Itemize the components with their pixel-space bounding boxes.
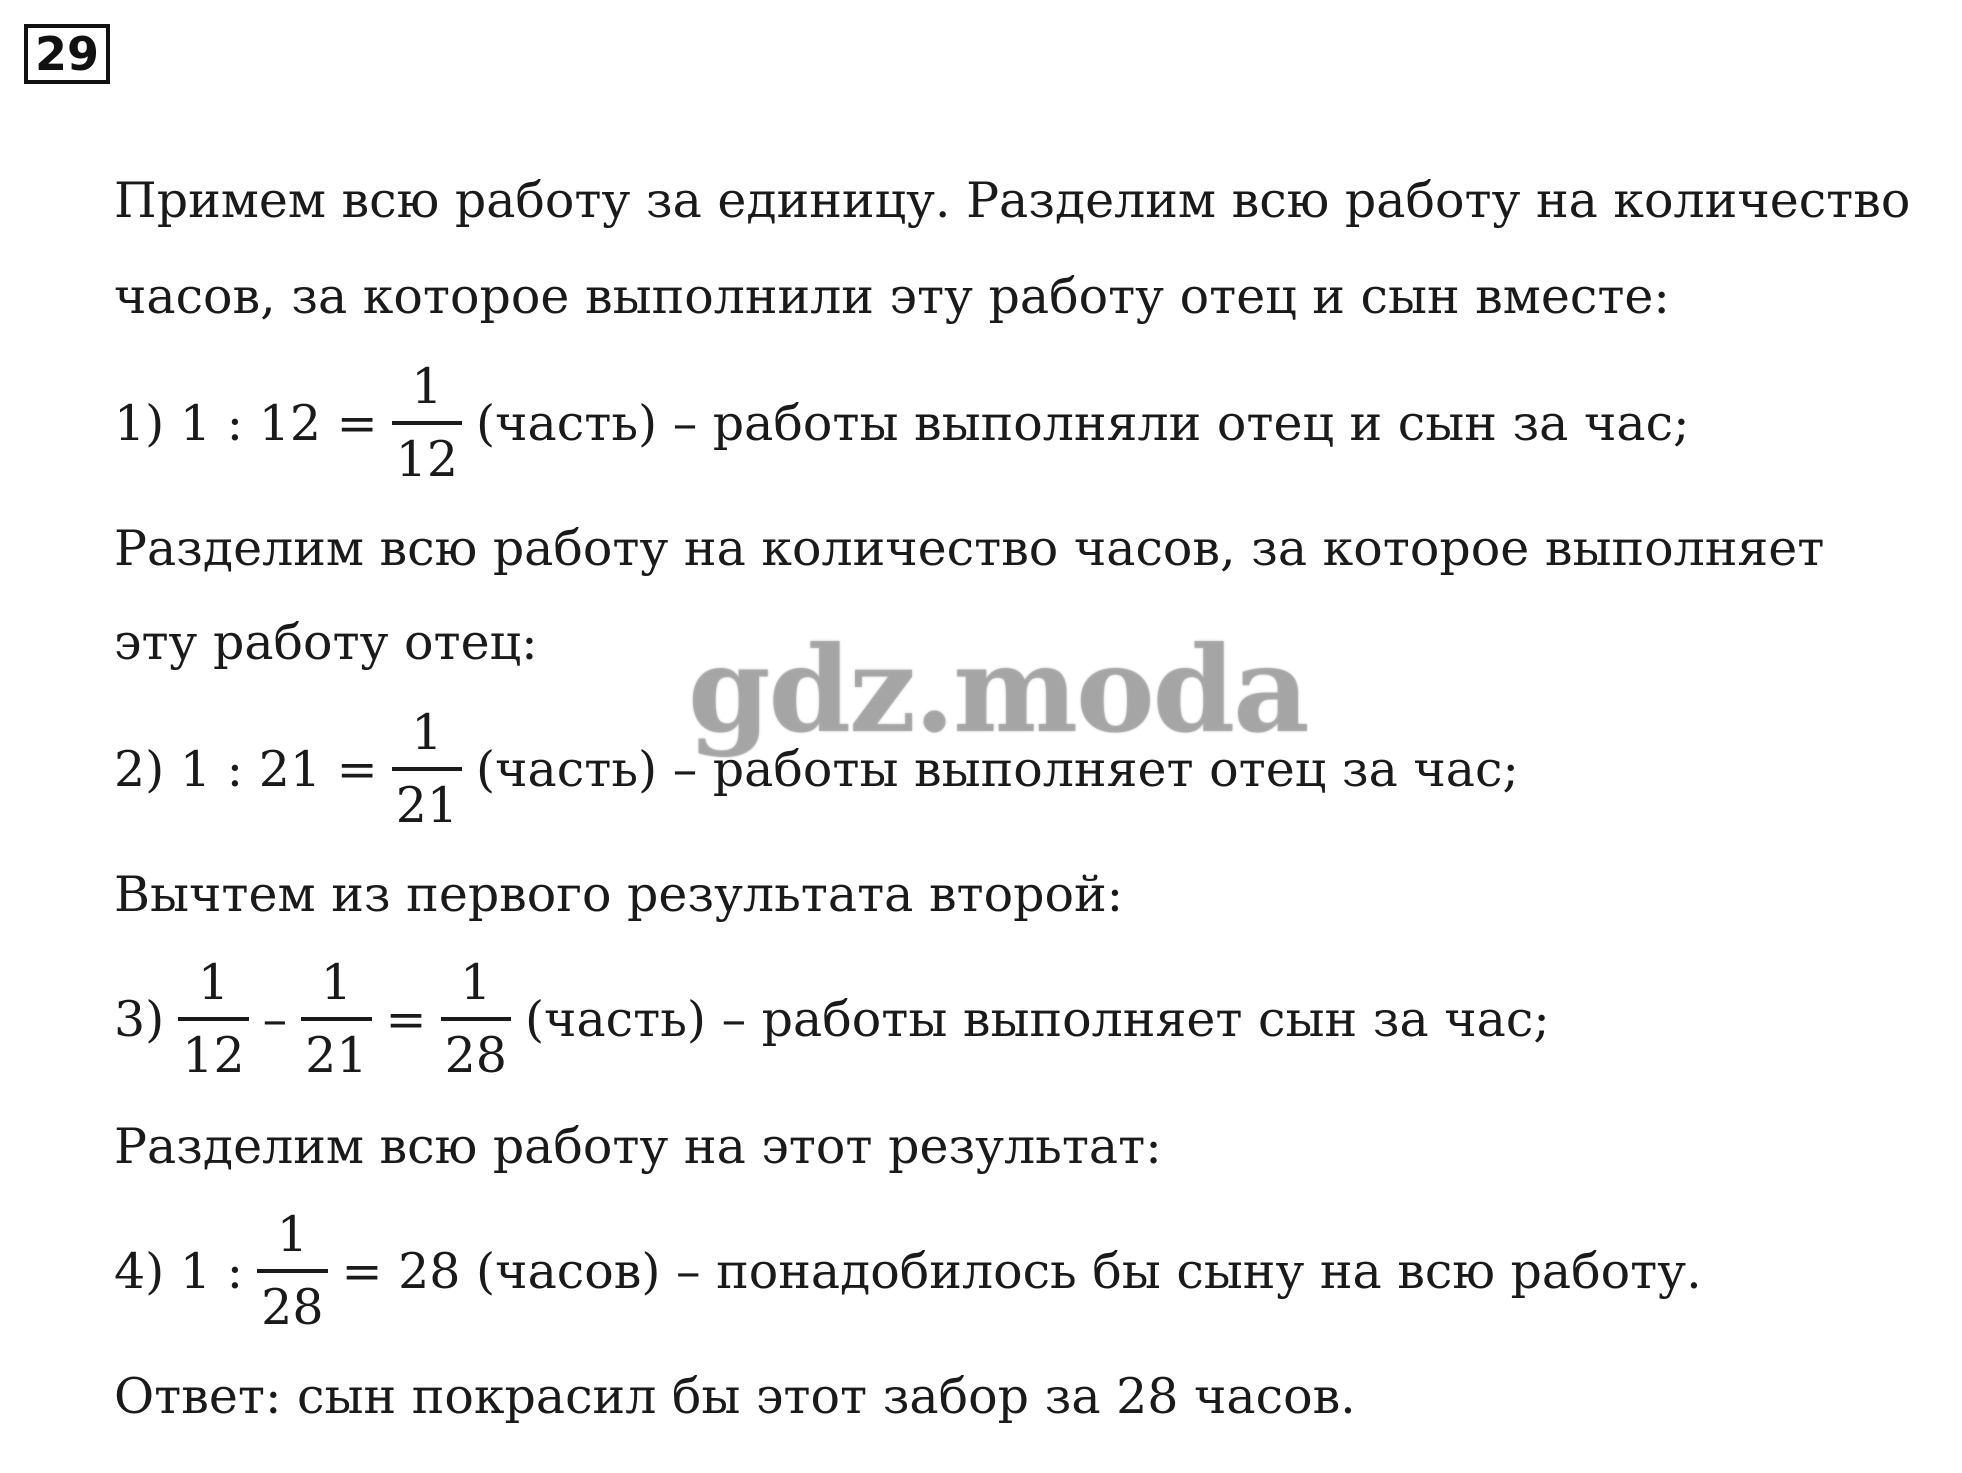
step-3-f1-denominator: 12 — [178, 1017, 248, 1080]
intro-line-1: Примем всю работу за единицу. Разделим всю работу на количество — [114, 172, 1911, 229]
step-3-f1-numerator: 1 — [197, 954, 230, 1011]
step-3-fraction-2 — [301, 954, 371, 1084]
step-3-suffix: (часть) – работы выполняет сын за час; — [524, 990, 1550, 1048]
step-2-denominator: 21 — [392, 767, 462, 830]
step-2-fraction — [392, 704, 462, 834]
step-1-prefix: 1) 1 : 12 = — [114, 394, 378, 452]
step-2-numerator: 1 — [411, 704, 443, 761]
intro-line-2: часов, за которое выполнили эту работу отец и сын вместе: — [114, 268, 1670, 325]
step-1 — [114, 358, 1690, 488]
step-4-numerator: 1 — [276, 1206, 308, 1263]
step-1-denominator: 12 — [392, 421, 462, 484]
step-3-f2-numerator: 1 — [320, 954, 352, 1011]
step-2-suffix: (часть) – работы выполняет отец за час; — [476, 740, 1519, 798]
watermark: gdz.moda — [688, 620, 1308, 759]
step-1-fraction — [392, 358, 462, 488]
problem-number: 29 — [24, 24, 110, 84]
text-4: Разделим всю работу на этот результат: — [114, 1118, 1162, 1175]
step-4 — [114, 1206, 1702, 1336]
step-3-fraction-1 — [178, 954, 248, 1084]
text-2-line-1: Разделим всю работу на количество часов, за которое выполняет — [114, 520, 1825, 577]
step-4-fraction — [257, 1206, 327, 1336]
step-3-prefix: 3) — [114, 990, 165, 1048]
step-3-equals: = — [385, 990, 427, 1048]
step-3-f3-denominator: 28 — [441, 1017, 511, 1080]
step-3-f2-denominator: 21 — [301, 1017, 371, 1080]
step-4-prefix: 4) 1 : — [114, 1242, 244, 1300]
step-3-fraction-3 — [441, 954, 511, 1084]
step-3-minus: – — [262, 990, 288, 1048]
step-4-suffix: = 28 (часов) – понадобилось бы сыну на всю работу. — [341, 1242, 1702, 1300]
step-1-suffix: (часть) – работы выполняли отец и сын за час; — [476, 394, 1690, 452]
step-3 — [114, 954, 1550, 1084]
step-3-f3-numerator: 1 — [460, 954, 492, 1011]
step-1-numerator: 1 — [411, 358, 443, 415]
step-4-denominator: 28 — [257, 1269, 327, 1332]
answer-line: Ответ: сын покрасил бы этот забор за 28 часов. — [114, 1368, 1356, 1425]
text-3: Вычтем из первого результата второй: — [114, 866, 1124, 923]
text-2-line-2: эту работу отец: — [114, 614, 538, 671]
step-2-prefix: 2) 1 : 21 = — [114, 740, 378, 798]
